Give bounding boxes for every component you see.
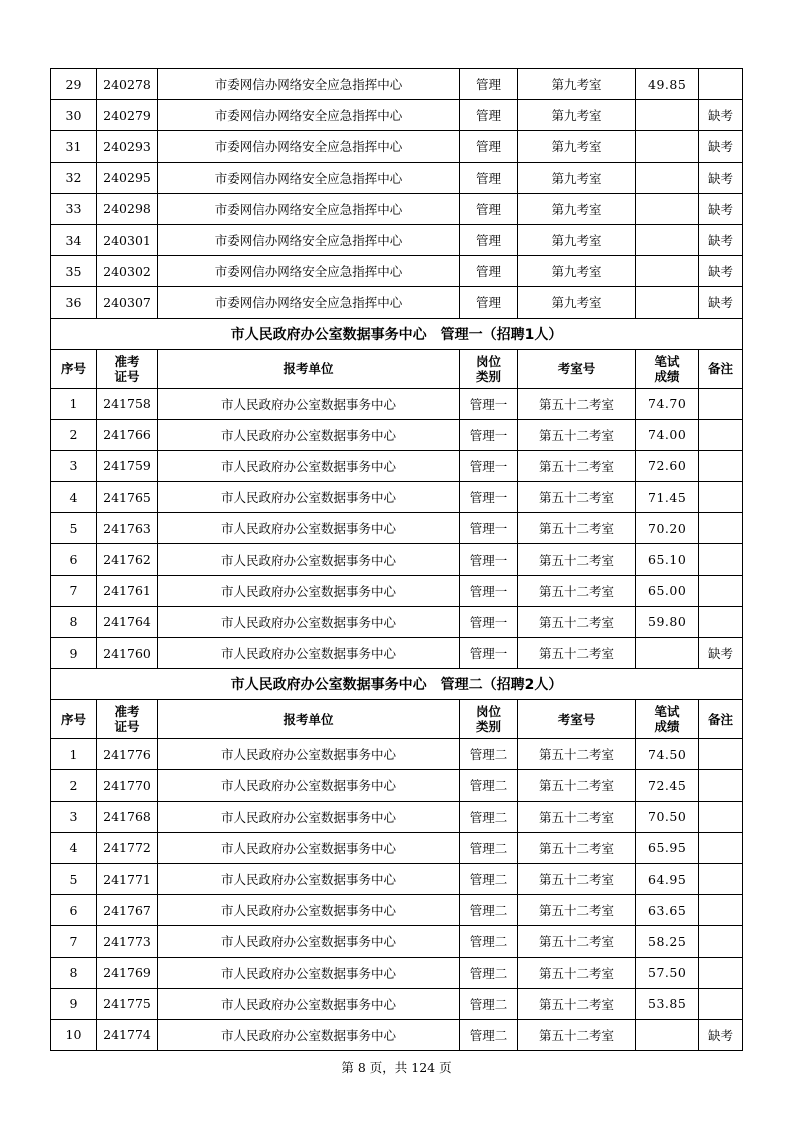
unit-cell: 市委网信办网络安全应急指挥中心 <box>158 287 460 318</box>
room-cell: 第九考室 <box>518 100 636 131</box>
ticket-cell: 241758 <box>97 388 158 419</box>
table-row <box>51 100 743 131</box>
seq-cell: 8 <box>51 606 97 637</box>
room-cell: 第五十二考室 <box>518 926 636 957</box>
room-cell: 第五十二考室 <box>518 450 636 481</box>
type-cell: 管理 <box>460 193 518 224</box>
note-cell: 缺考 <box>699 638 743 669</box>
header-type-line: 类别 <box>475 368 501 384</box>
type-cell: 管理 <box>460 287 518 318</box>
type-cell: 管理二 <box>460 770 518 801</box>
header-ticket-line: 准考 <box>114 704 140 720</box>
unit-cell: 市人民政府办公室数据事务中心 <box>158 863 460 894</box>
room-cell: 第五十二考室 <box>518 544 636 575</box>
table-row <box>51 162 743 193</box>
room-cell: 第五十二考室 <box>518 801 636 832</box>
score-cell: 65.95 <box>636 832 699 863</box>
header-seq: 序号 <box>51 700 97 739</box>
score-cell: 74.50 <box>636 739 699 770</box>
type-cell: 管理二 <box>460 1019 518 1050</box>
room-cell: 第九考室 <box>518 287 636 318</box>
note-cell: 缺考 <box>699 256 743 287</box>
header-score-line: 成绩 <box>654 368 680 384</box>
note-cell <box>699 513 743 544</box>
unit-cell: 市委网信办网络安全应急指挥中心 <box>158 131 460 162</box>
unit-cell: 市人民政府办公室数据事务中心 <box>158 739 460 770</box>
score-cell: 74.70 <box>636 388 699 419</box>
score-cell <box>636 224 699 255</box>
type-cell: 管理一 <box>460 638 518 669</box>
score-cell: 74.00 <box>636 419 699 450</box>
score-cell: 63.65 <box>636 895 699 926</box>
note-cell: 缺考 <box>699 162 743 193</box>
unit-cell: 市人民政府办公室数据事务中心 <box>158 482 460 513</box>
table-row <box>51 482 743 513</box>
table-row <box>51 388 743 419</box>
header-score-line: 笔试 <box>654 353 680 369</box>
type-cell: 管理二 <box>460 988 518 1019</box>
score-cell: 65.10 <box>636 544 699 575</box>
seq-cell: 36 <box>51 287 97 318</box>
note-cell: 缺考 <box>699 1019 743 1050</box>
header-note: 备注 <box>699 700 743 739</box>
note-cell <box>699 544 743 575</box>
ticket-cell: 241771 <box>97 863 158 894</box>
table-row <box>51 832 743 863</box>
note-cell: 缺考 <box>699 193 743 224</box>
header-seq: 序号 <box>51 349 97 388</box>
ticket-cell: 240298 <box>97 193 158 224</box>
unit-cell: 市委网信办网络安全应急指挥中心 <box>158 100 460 131</box>
ticket-cell: 240293 <box>97 131 158 162</box>
ticket-cell: 241763 <box>97 513 158 544</box>
seq-cell: 2 <box>51 419 97 450</box>
section-title: 市人民政府办公室数据事务中心 管理二（招聘2人） <box>51 669 743 700</box>
unit-cell: 市人民政府办公室数据事务中心 <box>158 450 460 481</box>
room-cell: 第五十二考室 <box>518 770 636 801</box>
ticket-cell: 241768 <box>97 801 158 832</box>
note-cell <box>699 739 743 770</box>
results-table-body <box>51 69 743 1051</box>
room-cell: 第五十二考室 <box>518 419 636 450</box>
room-cell: 第九考室 <box>518 131 636 162</box>
seq-cell: 8 <box>51 957 97 988</box>
room-cell: 第五十二考室 <box>518 638 636 669</box>
table-row <box>51 513 743 544</box>
room-cell: 第五十二考室 <box>518 832 636 863</box>
seq-cell: 32 <box>51 162 97 193</box>
header-type-line: 类别 <box>475 719 501 735</box>
unit-cell: 市人民政府办公室数据事务中心 <box>158 513 460 544</box>
table-row <box>51 770 743 801</box>
room-cell: 第五十二考室 <box>518 1019 636 1050</box>
ticket-cell: 241776 <box>97 739 158 770</box>
results-table <box>50 68 743 1051</box>
table-row <box>51 801 743 832</box>
score-cell <box>636 287 699 318</box>
seq-cell: 34 <box>51 224 97 255</box>
table-row <box>51 544 743 575</box>
unit-cell: 市人民政府办公室数据事务中心 <box>158 926 460 957</box>
section-title: 市人民政府办公室数据事务中心 管理一（招聘1人） <box>51 318 743 349</box>
header-score <box>636 349 699 388</box>
score-cell: 70.20 <box>636 513 699 544</box>
type-cell: 管理 <box>460 69 518 100</box>
section-title-row <box>51 318 743 349</box>
type-cell: 管理 <box>460 256 518 287</box>
table-header-row <box>51 700 743 739</box>
note-cell: 缺考 <box>699 131 743 162</box>
seq-cell: 3 <box>51 801 97 832</box>
score-cell <box>636 162 699 193</box>
unit-cell: 市委网信办网络安全应急指挥中心 <box>158 69 460 100</box>
header-type <box>460 349 518 388</box>
seq-cell: 29 <box>51 69 97 100</box>
room-cell: 第五十二考室 <box>518 957 636 988</box>
table-row <box>51 256 743 287</box>
table-row <box>51 1019 743 1050</box>
seq-cell: 6 <box>51 895 97 926</box>
type-cell: 管理二 <box>460 832 518 863</box>
unit-cell: 市人民政府办公室数据事务中心 <box>158 801 460 832</box>
room-cell: 第五十二考室 <box>518 388 636 419</box>
score-sheet <box>50 68 742 1051</box>
table-row <box>51 69 743 100</box>
ticket-cell: 241772 <box>97 832 158 863</box>
type-cell: 管理一 <box>460 450 518 481</box>
unit-cell: 市人民政府办公室数据事务中心 <box>158 388 460 419</box>
note-cell <box>699 957 743 988</box>
ticket-cell: 241766 <box>97 419 158 450</box>
table-row <box>51 926 743 957</box>
type-cell: 管理一 <box>460 419 518 450</box>
seq-cell: 31 <box>51 131 97 162</box>
note-cell: 缺考 <box>699 224 743 255</box>
table-row <box>51 575 743 606</box>
type-cell: 管理二 <box>460 895 518 926</box>
ticket-cell: 241770 <box>97 770 158 801</box>
score-cell: 64.95 <box>636 863 699 894</box>
unit-cell: 市人民政府办公室数据事务中心 <box>158 638 460 669</box>
header-type <box>460 700 518 739</box>
seq-cell: 35 <box>51 256 97 287</box>
header-ticket-line: 准考 <box>114 353 140 369</box>
type-cell: 管理 <box>460 131 518 162</box>
score-cell: 72.45 <box>636 770 699 801</box>
header-score-line: 笔试 <box>654 704 680 720</box>
type-cell: 管理二 <box>460 926 518 957</box>
header-unit: 报考单位 <box>158 700 460 739</box>
header-room: 考室号 <box>518 700 636 739</box>
note-cell: 缺考 <box>699 287 743 318</box>
page-footer: 第 8 页，共 124 页 <box>341 1060 452 1075</box>
unit-cell: 市人民政府办公室数据事务中心 <box>158 957 460 988</box>
table-row <box>51 988 743 1019</box>
ticket-cell: 241773 <box>97 926 158 957</box>
unit-cell: 市人民政府办公室数据事务中心 <box>158 832 460 863</box>
seq-cell: 3 <box>51 450 97 481</box>
note-cell: 缺考 <box>699 100 743 131</box>
unit-cell: 市委网信办网络安全应急指挥中心 <box>158 193 460 224</box>
note-cell <box>699 419 743 450</box>
note-cell <box>699 801 743 832</box>
ticket-cell: 241764 <box>97 606 158 637</box>
score-cell <box>636 100 699 131</box>
type-cell: 管理二 <box>460 801 518 832</box>
room-cell: 第五十二考室 <box>518 895 636 926</box>
unit-cell: 市人民政府办公室数据事务中心 <box>158 988 460 1019</box>
score-cell: 70.50 <box>636 801 699 832</box>
type-cell: 管理一 <box>460 575 518 606</box>
score-cell: 49.85 <box>636 69 699 100</box>
score-cell <box>636 638 699 669</box>
ticket-cell: 241762 <box>97 544 158 575</box>
unit-cell: 市人民政府办公室数据事务中心 <box>158 575 460 606</box>
seq-cell: 2 <box>51 770 97 801</box>
ticket-cell: 241760 <box>97 638 158 669</box>
ticket-cell: 240307 <box>97 287 158 318</box>
seq-cell: 10 <box>51 1019 97 1050</box>
note-cell <box>699 606 743 637</box>
note-cell <box>699 575 743 606</box>
type-cell: 管理二 <box>460 863 518 894</box>
ticket-cell: 240295 <box>97 162 158 193</box>
score-cell <box>636 131 699 162</box>
type-cell: 管理二 <box>460 739 518 770</box>
seq-cell: 9 <box>51 988 97 1019</box>
table-row <box>51 450 743 481</box>
seq-cell: 4 <box>51 832 97 863</box>
unit-cell: 市人民政府办公室数据事务中心 <box>158 1019 460 1050</box>
header-ticket <box>97 700 158 739</box>
ticket-cell: 241775 <box>97 988 158 1019</box>
score-cell: 53.85 <box>636 988 699 1019</box>
unit-cell: 市委网信办网络安全应急指挥中心 <box>158 256 460 287</box>
header-score <box>636 700 699 739</box>
seq-cell: 5 <box>51 513 97 544</box>
unit-cell: 市人民政府办公室数据事务中心 <box>158 419 460 450</box>
table-row <box>51 863 743 894</box>
type-cell: 管理二 <box>460 957 518 988</box>
table-row <box>51 957 743 988</box>
note-cell <box>699 832 743 863</box>
score-cell: 59.80 <box>636 606 699 637</box>
note-cell <box>699 926 743 957</box>
room-cell: 第九考室 <box>518 162 636 193</box>
room-cell: 第五十二考室 <box>518 606 636 637</box>
note-cell <box>699 450 743 481</box>
note-cell <box>699 988 743 1019</box>
note-cell <box>699 388 743 419</box>
unit-cell: 市人民政府办公室数据事务中心 <box>158 606 460 637</box>
table-header-row <box>51 349 743 388</box>
header-ticket-line: 证号 <box>114 719 140 735</box>
table-row <box>51 419 743 450</box>
type-cell: 管理 <box>460 100 518 131</box>
room-cell: 第九考室 <box>518 193 636 224</box>
table-row <box>51 606 743 637</box>
section-title-row <box>51 669 743 700</box>
type-cell: 管理一 <box>460 388 518 419</box>
type-cell: 管理一 <box>460 544 518 575</box>
room-cell: 第五十二考室 <box>518 863 636 894</box>
unit-cell: 市委网信办网络安全应急指挥中心 <box>158 162 460 193</box>
score-cell <box>636 193 699 224</box>
header-note: 备注 <box>699 349 743 388</box>
room-cell: 第五十二考室 <box>518 739 636 770</box>
seq-cell: 30 <box>51 100 97 131</box>
unit-cell: 市人民政府办公室数据事务中心 <box>158 895 460 926</box>
score-cell: 58.25 <box>636 926 699 957</box>
seq-cell: 33 <box>51 193 97 224</box>
ticket-cell: 241761 <box>97 575 158 606</box>
header-unit: 报考单位 <box>158 349 460 388</box>
ticket-cell: 241769 <box>97 957 158 988</box>
ticket-cell: 241759 <box>97 450 158 481</box>
type-cell: 管理 <box>460 162 518 193</box>
table-row <box>51 131 743 162</box>
note-cell <box>699 895 743 926</box>
header-score-line: 成绩 <box>654 719 680 735</box>
table-row <box>51 193 743 224</box>
table-row <box>51 224 743 255</box>
note-cell <box>699 863 743 894</box>
header-type-line: 岗位 <box>475 704 501 720</box>
seq-cell: 1 <box>51 739 97 770</box>
ticket-cell: 241765 <box>97 482 158 513</box>
seq-cell: 1 <box>51 388 97 419</box>
type-cell: 管理 <box>460 224 518 255</box>
unit-cell: 市人民政府办公室数据事务中心 <box>158 770 460 801</box>
ticket-cell: 241774 <box>97 1019 158 1050</box>
unit-cell: 市人民政府办公室数据事务中心 <box>158 544 460 575</box>
note-cell <box>699 770 743 801</box>
ticket-cell: 240279 <box>97 100 158 131</box>
score-cell: 72.60 <box>636 450 699 481</box>
ticket-cell: 240278 <box>97 69 158 100</box>
type-cell: 管理一 <box>460 513 518 544</box>
header-ticket <box>97 349 158 388</box>
unit-cell: 市委网信办网络安全应急指挥中心 <box>158 224 460 255</box>
room-cell: 第五十二考室 <box>518 575 636 606</box>
table-row <box>51 895 743 926</box>
seq-cell: 7 <box>51 575 97 606</box>
room-cell: 第五十二考室 <box>518 513 636 544</box>
score-cell: 65.00 <box>636 575 699 606</box>
type-cell: 管理一 <box>460 482 518 513</box>
room-cell: 第五十二考室 <box>518 482 636 513</box>
ticket-cell: 240301 <box>97 224 158 255</box>
table-row <box>51 739 743 770</box>
ticket-cell: 241767 <box>97 895 158 926</box>
header-type-line: 岗位 <box>475 353 501 369</box>
score-cell <box>636 256 699 287</box>
note-cell <box>699 69 743 100</box>
seq-cell: 5 <box>51 863 97 894</box>
room-cell: 第九考室 <box>518 256 636 287</box>
header-room: 考室号 <box>518 349 636 388</box>
room-cell: 第九考室 <box>518 69 636 100</box>
score-cell: 57.50 <box>636 957 699 988</box>
score-cell: 71.45 <box>636 482 699 513</box>
seq-cell: 6 <box>51 544 97 575</box>
seq-cell: 4 <box>51 482 97 513</box>
seq-cell: 9 <box>51 638 97 669</box>
type-cell: 管理一 <box>460 606 518 637</box>
table-row <box>51 287 743 318</box>
note-cell <box>699 482 743 513</box>
ticket-cell: 240302 <box>97 256 158 287</box>
room-cell: 第五十二考室 <box>518 988 636 1019</box>
seq-cell: 7 <box>51 926 97 957</box>
table-row <box>51 638 743 669</box>
header-ticket-line: 证号 <box>114 368 140 384</box>
score-cell <box>636 1019 699 1050</box>
room-cell: 第九考室 <box>518 224 636 255</box>
